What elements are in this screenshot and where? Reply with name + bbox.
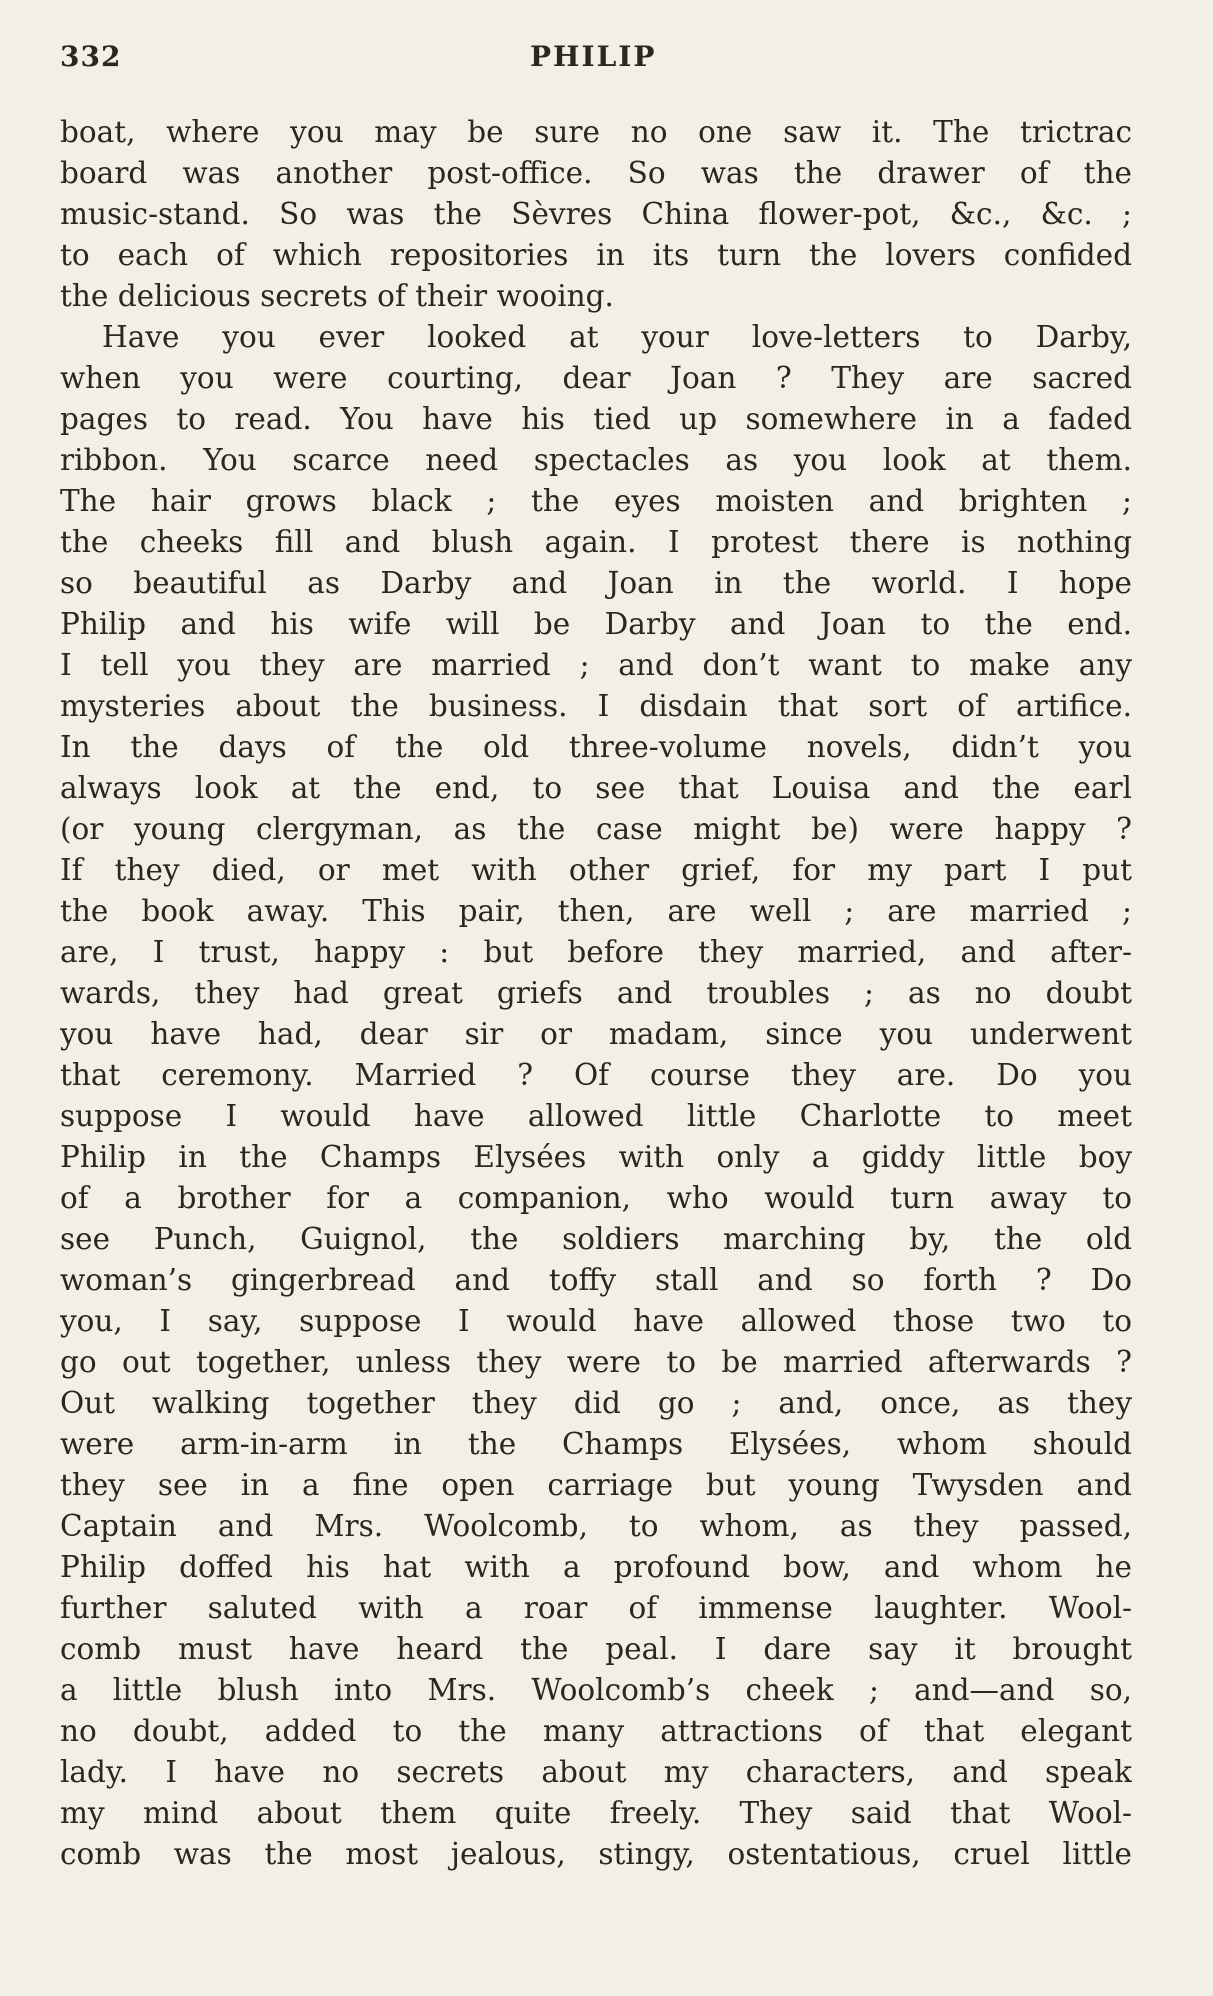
- body-text: [60, 112, 1132, 1875]
- page-number: 332: [60, 40, 122, 73]
- text-line: pages to read. You have his tied up somewhere in a faded: [60, 402, 1132, 436]
- text-line: a little blush into Mrs. Woolcomb’s cheek ; and—and so,: [60, 1673, 1132, 1707]
- text-line: comb was the most jealous, stingy, ostentatious, cruel little: [60, 1837, 1132, 1871]
- text-line: they see in a fine open carriage but young Twysden and: [60, 1468, 1132, 1502]
- text-line: always look at the end, to see that Louisa and the earl: [60, 771, 1132, 805]
- text-line: In the days of the old three-volume novels, didn’t you: [60, 730, 1132, 764]
- text-line: mysteries about the business. I disdain that sort of artifice.: [60, 689, 1132, 723]
- text-line: Philip doffed his hat with a profound bow, and whom he: [60, 1550, 1132, 1584]
- text-line: of a brother for a companion, who would turn away to: [60, 1181, 1132, 1215]
- text-line: If they died, or met with other grief, for my part I put: [60, 853, 1132, 887]
- text-line: you, I say, suppose I would have allowed those two to: [60, 1304, 1132, 1338]
- text-line: comb must have heard the peal. I dare say it brought: [60, 1632, 1132, 1666]
- text-line: to each of which repositories in its turn the lovers confided: [60, 238, 1132, 272]
- text-line: woman’s gingerbread and toffy stall and so forth ? Do: [60, 1263, 1132, 1297]
- text-line: music-stand. So was the Sèvres China flower-pot, &c., &c. ;: [60, 197, 1132, 231]
- text-line: further saluted with a roar of immense laughter. Wool-: [60, 1591, 1132, 1625]
- paragraph-start-line: Have you ever looked at your love-letters to Darby,: [102, 320, 1132, 354]
- text-line: the delicious secrets of their wooing.: [60, 279, 614, 313]
- text-line: lady. I have no secrets about my characters, and speak: [60, 1755, 1132, 1789]
- text-line: see Punch, Guignol, the soldiers marching by, the old: [60, 1222, 1132, 1256]
- text-line: I tell you they are married ; and don’t want to make any: [60, 648, 1132, 682]
- text-line: that ceremony. Married ? Of course they are. Do you: [60, 1058, 1132, 1092]
- text-line: boat, where you may be sure no one saw it. The trictrac: [60, 115, 1132, 149]
- text-line: The hair grows black ; the eyes moisten and brighten ;: [60, 484, 1132, 518]
- text-line: board was another post-office. So was the drawer of the: [60, 156, 1132, 190]
- text-line: ribbon. You scarce need spectacles as you look at them.: [60, 443, 1132, 477]
- text-line: the book away. This pair, then, are well ; are married ;: [60, 894, 1132, 928]
- text-line: were arm-in-arm in the Champs Elysées, whom should: [60, 1427, 1132, 1461]
- text-line: wards, they had great griefs and troubles ; as no doubt: [60, 976, 1132, 1010]
- text-line: are, I trust, happy : but before they married, and after-: [60, 935, 1132, 969]
- text-line: go out together, unless they were to be married afterwards ?: [60, 1345, 1132, 1379]
- text-line: Captain and Mrs. Woolcomb, to whom, as they passed,: [60, 1509, 1132, 1543]
- text-line: my mind about them quite freely. They said that Wool-: [60, 1796, 1132, 1830]
- text-line: Philip and his wife will be Darby and Joan to the end.: [60, 607, 1132, 641]
- text-line: no doubt, added to the many attractions of that elegant: [60, 1714, 1132, 1748]
- text-line: the cheeks fill and blush again. I protest there is nothing: [60, 525, 1132, 559]
- running-head: [60, 40, 1133, 80]
- running-title: PHILIP: [530, 40, 657, 73]
- text-line: you have had, dear sir or madam, since you underwent: [60, 1017, 1132, 1051]
- text-line: suppose I would have allowed little Charlotte to meet: [60, 1099, 1132, 1133]
- text-line: Out walking together they did go ; and, once, as they: [60, 1386, 1132, 1420]
- text-line: (or young clergyman, as the case might be) were happy ?: [60, 812, 1132, 846]
- text-line: Philip in the Champs Elysées with only a giddy little boy: [60, 1140, 1132, 1174]
- text-line: when you were courting, dear Joan ? They are sacred: [60, 361, 1132, 395]
- text-line: so beautiful as Darby and Joan in the world. I hope: [60, 566, 1132, 600]
